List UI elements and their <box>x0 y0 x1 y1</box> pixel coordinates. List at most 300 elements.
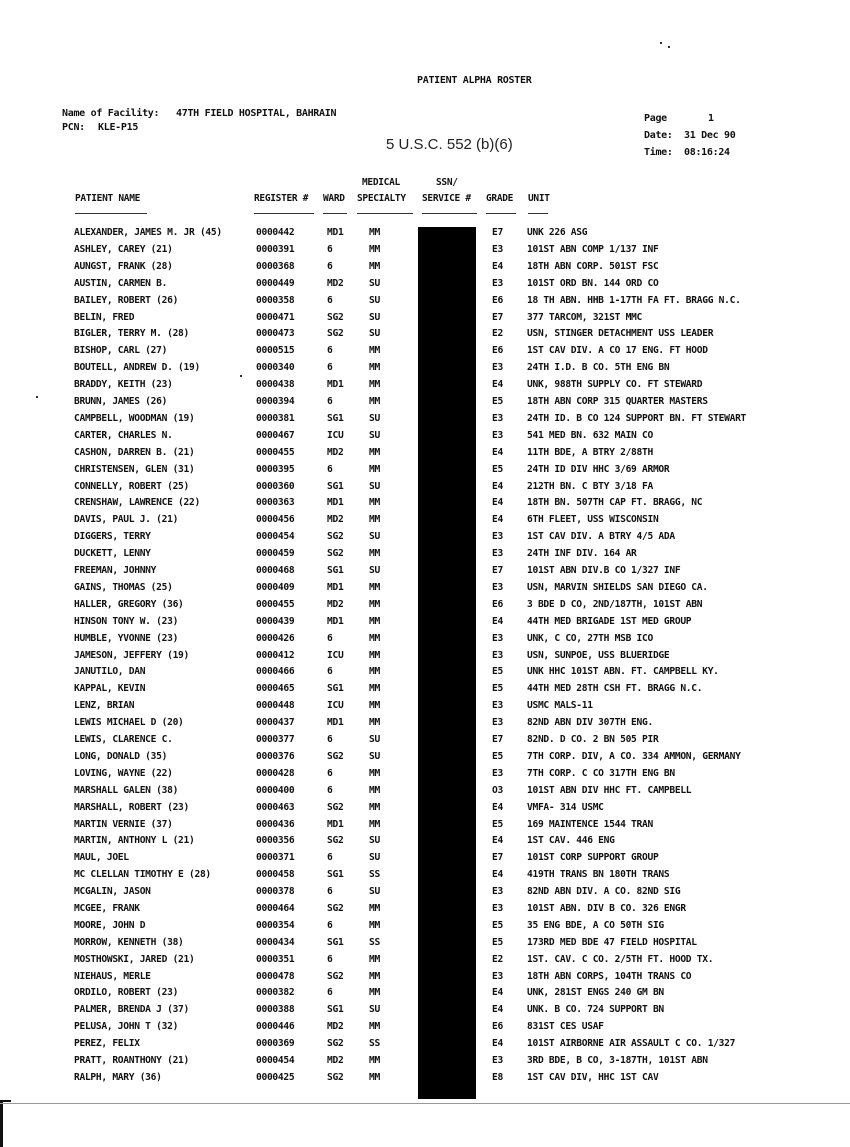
patient-name-cell: NIEHAUS, MERLE <box>74 971 151 982</box>
specialty-cell: SS <box>369 1038 380 1049</box>
register-cell: 0000471 <box>256 312 295 323</box>
patient-name-cell: MAUL, JOEL <box>74 852 129 863</box>
register-cell: 0000340 <box>256 362 295 373</box>
specialty-cell: MM <box>369 1021 380 1032</box>
underline-unit <box>528 213 548 214</box>
col-medical-top: MEDICAL <box>362 177 400 188</box>
grade-cell: E3 <box>492 903 503 914</box>
register-cell: 0000464 <box>256 903 295 914</box>
register-cell: 0000466 <box>256 666 295 677</box>
grade-cell: E3 <box>492 362 503 373</box>
col-ssn-service: SERVICE # <box>422 193 471 204</box>
unit-cell: 1ST. CAV. C CO. 2/5TH FT. HOOD TX. <box>527 954 714 965</box>
register-cell: 0000437 <box>256 717 295 728</box>
patient-name-cell: BISHOP, CARL (27) <box>74 345 168 356</box>
ward-cell: SG2 <box>327 903 344 914</box>
specialty-cell: MM <box>369 582 380 593</box>
ward-cell: MD2 <box>327 447 344 458</box>
scan-speck <box>36 396 38 398</box>
specialty-cell: MM <box>369 650 380 661</box>
grade-cell: E4 <box>492 987 503 998</box>
ward-cell: MD1 <box>327 497 344 508</box>
ward-cell: SG1 <box>327 937 344 948</box>
specialty-cell: SU <box>369 734 380 745</box>
register-cell: 0000356 <box>256 835 295 846</box>
specialty-cell: MM <box>369 599 380 610</box>
grade-cell: E5 <box>492 920 503 931</box>
patient-name-cell: HALLER, GREGORY (36) <box>74 599 184 610</box>
register-cell: 0000454 <box>256 1055 295 1066</box>
unit-cell: 6TH FLEET, USS WISCONSIN <box>527 514 659 525</box>
ward-cell: ICU <box>327 700 344 711</box>
ward-cell: MD1 <box>327 717 344 728</box>
ward-cell: 6 <box>327 852 333 863</box>
col-ssn-top: SSN/ <box>436 177 458 188</box>
redaction-bar <box>418 227 476 1099</box>
register-cell: 0000438 <box>256 379 295 390</box>
unit-cell: 18 TH ABN. HHB 1-17TH FA FT. BRAGG N.C. <box>527 295 741 306</box>
ward-cell: 6 <box>327 464 333 475</box>
patient-name-cell: MCGALIN, JASON <box>74 886 151 897</box>
patient-name-cell: HUMBLE, YVONNE (23) <box>74 633 179 644</box>
grade-cell: E6 <box>492 1021 503 1032</box>
patient-name-cell: LEWIS, CLARENCE C. <box>74 734 173 745</box>
grade-cell: E4 <box>492 379 503 390</box>
unit-cell: 1ST CAV DIV, HHC 1ST CAV <box>527 1072 659 1083</box>
register-cell: 0000459 <box>256 548 295 559</box>
ward-cell: SG1 <box>327 413 344 424</box>
unit-cell: USMC MALS-11 <box>527 700 593 711</box>
grade-cell: E7 <box>492 312 503 323</box>
unit-cell: 18TH ABN CORP 315 QUARTER MASTERS <box>527 396 708 407</box>
specialty-cell: MM <box>369 768 380 779</box>
specialty-cell: SU <box>369 886 380 897</box>
patient-name-cell: CONNELLY, ROBERT (25) <box>74 481 189 492</box>
register-cell: 0000448 <box>256 700 295 711</box>
underline-register <box>254 213 314 214</box>
patient-name-cell: FREEMAN, JOHNNY <box>74 565 157 576</box>
grade-cell: E4 <box>492 497 503 508</box>
specialty-cell: SU <box>369 531 380 542</box>
col-register: REGISTER # <box>254 193 309 204</box>
unit-cell: USN, SUNPOE, USS BLUERIDGE <box>527 650 670 661</box>
register-cell: 0000455 <box>256 447 295 458</box>
ward-cell: 6 <box>327 920 333 931</box>
specialty-cell: MM <box>369 666 380 677</box>
register-cell: 0000478 <box>256 971 295 982</box>
register-cell: 0000412 <box>256 650 295 661</box>
date-value: 31 Dec 90 <box>684 130 736 141</box>
grade-cell: O3 <box>492 785 503 796</box>
specialty-cell: MM <box>369 616 380 627</box>
patient-name-cell: LEWIS MICHAEL D (20) <box>74 717 184 728</box>
grade-cell: E3 <box>492 430 503 441</box>
register-cell: 0000363 <box>256 497 295 508</box>
ward-cell: 6 <box>327 734 333 745</box>
grade-cell: E3 <box>492 700 503 711</box>
grade-cell: E5 <box>492 937 503 948</box>
specialty-cell: MM <box>369 464 380 475</box>
ward-cell: MD1 <box>327 227 344 238</box>
unit-cell: UNK 226 ASG <box>527 227 588 238</box>
grade-cell: E3 <box>492 650 503 661</box>
page-label: Page <box>644 113 667 124</box>
ward-cell: SG2 <box>327 548 344 559</box>
specialty-cell: MM <box>369 802 380 813</box>
grade-cell: E4 <box>492 835 503 846</box>
ward-cell: MD2 <box>327 599 344 610</box>
grade-cell: E4 <box>492 481 503 492</box>
register-cell: 0000425 <box>256 1072 295 1083</box>
unit-cell: USN, MARVIN SHIELDS SAN DIEGO CA. <box>527 582 708 593</box>
specialty-cell: SU <box>369 312 380 323</box>
register-cell: 0000388 <box>256 1004 295 1015</box>
unit-cell: 35 ENG BDE, A CO 50TH SIG <box>527 920 664 931</box>
grade-cell: E7 <box>492 227 503 238</box>
register-cell: 0000454 <box>256 531 295 542</box>
foia-exemption-stamp: 5 U.S.C. 552 (b)(6) <box>386 136 513 153</box>
unit-cell: 831ST CES USAF <box>527 1021 604 1032</box>
patient-name-cell: MARSHALL GALEN (38) <box>74 785 179 796</box>
scan-edge-mark <box>0 1100 11 1147</box>
patient-name-cell: MORROW, KENNETH (38) <box>74 937 184 948</box>
unit-cell: 101ST ABN COMP 1/137 INF <box>527 244 659 255</box>
patient-name-cell: DUCKETT, LENNY <box>74 548 151 559</box>
grade-cell: E8 <box>492 1072 503 1083</box>
ward-cell: MD1 <box>327 819 344 830</box>
specialty-cell: MM <box>369 683 380 694</box>
specialty-cell: SU <box>369 565 380 576</box>
specialty-cell: SU <box>369 751 380 762</box>
specialty-cell: MM <box>369 379 380 390</box>
patient-name-cell: MC CLELLAN TIMOTHY E (28) <box>74 869 211 880</box>
unit-cell: VMFA- 314 USMC <box>527 802 604 813</box>
specialty-cell: MM <box>369 497 380 508</box>
ward-cell: 6 <box>327 396 333 407</box>
register-cell: 0000371 <box>256 852 295 863</box>
register-cell: 0000360 <box>256 481 295 492</box>
unit-cell: 82ND. D CO. 2 BN 505 PIR <box>527 734 659 745</box>
register-cell: 0000377 <box>256 734 295 745</box>
register-cell: 0000378 <box>256 886 295 897</box>
unit-cell: 24TH I.D. B CO. 5TH ENG BN <box>527 362 670 373</box>
underline-specialty <box>357 213 413 214</box>
unit-cell: 82ND ABN DIV. A CO. 82ND SIG <box>527 886 681 897</box>
ward-cell: SG2 <box>327 1038 344 1049</box>
patient-name-cell: CARTER, CHARLES N. <box>74 430 173 441</box>
grade-cell: E4 <box>492 616 503 627</box>
unit-cell: 101ST AIRBORNE AIR ASSAULT C CO. 1/327 <box>527 1038 736 1049</box>
patient-name-cell: PEREZ, FELIX <box>74 1038 140 1049</box>
unit-cell: 377 TARCOM, 321ST MMC <box>527 312 642 323</box>
ward-cell: MD2 <box>327 1055 344 1066</box>
unit-cell: 101ST ABN. DIV B CO. 326 ENGR <box>527 903 686 914</box>
ward-cell: SG2 <box>327 835 344 846</box>
specialty-cell: SU <box>369 413 380 424</box>
unit-cell: 419TH TRANS BN 180TH TRANS <box>527 869 670 880</box>
ward-cell: 6 <box>327 362 333 373</box>
grade-cell: E3 <box>492 244 503 255</box>
grade-cell: E2 <box>492 328 503 339</box>
patient-name-cell: AUSTIN, CARMEN B. <box>74 278 168 289</box>
facility-value: 47TH FIELD HOSPITAL, BAHRAIN <box>176 108 337 119</box>
grade-cell: E6 <box>492 295 503 306</box>
grade-cell: E5 <box>492 751 503 762</box>
ward-cell: 6 <box>327 785 333 796</box>
register-cell: 0000456 <box>256 514 295 525</box>
ward-cell: 6 <box>327 345 333 356</box>
patient-name-cell: LENZ, BRIAN <box>74 700 135 711</box>
register-cell: 0000426 <box>256 633 295 644</box>
specialty-cell: MM <box>369 396 380 407</box>
grade-cell: E4 <box>492 1004 503 1015</box>
ward-cell: MD1 <box>327 379 344 390</box>
unit-cell: 212TH BN. C BTY 3/18 FA <box>527 481 653 492</box>
specialty-cell: MM <box>369 447 380 458</box>
unit-cell: 18TH BN. 507TH CAP FT. BRAGG, NC <box>527 497 703 508</box>
register-cell: 0000446 <box>256 1021 295 1032</box>
unit-cell: 101ST ABN DIV HHC FT. CAMPBELL <box>527 785 692 796</box>
register-cell: 0000368 <box>256 261 295 272</box>
patient-name-cell: AUNGST, FRANK (28) <box>74 261 173 272</box>
unit-cell: UNK, 988TH SUPPLY CO. FT STEWARD <box>527 379 703 390</box>
patient-name-cell: LOVING, WAYNE (22) <box>74 768 173 779</box>
grade-cell: E5 <box>492 396 503 407</box>
register-cell: 0000369 <box>256 1038 295 1049</box>
patient-name-cell: BIGLER, TERRY M. (28) <box>74 328 189 339</box>
col-unit: UNIT <box>528 193 550 204</box>
grade-cell: E4 <box>492 514 503 525</box>
facility-label: Name of Facility: <box>62 108 160 119</box>
report-title: PATIENT ALPHA ROSTER <box>417 75 532 86</box>
grade-cell: E4 <box>492 802 503 813</box>
unit-cell: 101ST ABN DIV.B CO 1/327 INF <box>527 565 681 576</box>
ward-cell: 6 <box>327 244 333 255</box>
pcn-value: KLE-P15 <box>98 122 139 133</box>
grade-cell: E4 <box>492 261 503 272</box>
patient-name-cell: JANUTILO, DAN <box>74 666 146 677</box>
specialty-cell: SS <box>369 937 380 948</box>
patient-name-cell: ASHLEY, CAREY (21) <box>74 244 173 255</box>
ward-cell: SG2 <box>327 1072 344 1083</box>
patient-name-cell: GAINS, THOMAS (25) <box>74 582 173 593</box>
grade-cell: E7 <box>492 734 503 745</box>
specialty-cell: MM <box>369 971 380 982</box>
patient-name-cell: MOORE, JOHN D <box>74 920 146 931</box>
register-cell: 0000515 <box>256 345 295 356</box>
grade-cell: E3 <box>492 278 503 289</box>
specialty-cell: SU <box>369 328 380 339</box>
patient-name-cell: BRADDY, KEITH (23) <box>74 379 173 390</box>
ward-cell: 6 <box>327 633 333 644</box>
underline-ssn <box>422 213 477 214</box>
patient-name-cell: KAPPAL, KEVIN <box>74 683 146 694</box>
grade-cell: E3 <box>492 531 503 542</box>
grade-cell: E7 <box>492 565 503 576</box>
unit-cell: UNK, C CO, 27TH MSB ICO <box>527 633 653 644</box>
register-cell: 0000436 <box>256 819 295 830</box>
unit-cell: 7TH CORP. DIV, A CO. 334 AMMON, GERMANY <box>527 751 741 762</box>
specialty-cell: MM <box>369 785 380 796</box>
grade-cell: E4 <box>492 1038 503 1049</box>
specialty-cell: SU <box>369 481 380 492</box>
patient-name-cell: CASHON, DARREN B. (21) <box>74 447 195 458</box>
register-cell: 0000381 <box>256 413 295 424</box>
grade-cell: E4 <box>492 447 503 458</box>
ward-cell: SG1 <box>327 869 344 880</box>
specialty-cell: MM <box>369 227 380 238</box>
patient-name-cell: DAVIS, PAUL J. (21) <box>74 514 179 525</box>
ward-cell: MD1 <box>327 616 344 627</box>
specialty-cell: SU <box>369 278 380 289</box>
ward-cell: ICU <box>327 430 344 441</box>
grade-cell: E3 <box>492 413 503 424</box>
register-cell: 0000376 <box>256 751 295 762</box>
specialty-cell: MM <box>369 345 380 356</box>
unit-cell: 18TH ABN CORP. 501ST FSC <box>527 261 659 272</box>
unit-cell: 101ST CORP SUPPORT GROUP <box>527 852 659 863</box>
time-value: 08:16:24 <box>684 147 730 158</box>
patient-name-cell: DIGGERS, TERRY <box>74 531 151 542</box>
underline-name <box>75 213 147 214</box>
specialty-cell: MM <box>369 1072 380 1083</box>
unit-cell: 11TH BDE, A BTRY 2/88TH <box>527 447 653 458</box>
register-cell: 0000351 <box>256 954 295 965</box>
ward-cell: SG1 <box>327 683 344 694</box>
col-grade: GRADE <box>486 193 514 204</box>
unit-cell: UNK. B CO. 724 SUPPORT BN <box>527 1004 664 1015</box>
register-cell: 0000465 <box>256 683 295 694</box>
patient-name-cell: BELIN, FRED <box>74 312 135 323</box>
unit-cell: 82ND ABN DIV 307TH ENG. <box>527 717 653 728</box>
patient-name-cell: PALMER, BRENDA J (37) <box>74 1004 189 1015</box>
patient-name-cell: BRUNN, JAMES (26) <box>74 396 168 407</box>
specialty-cell: MM <box>369 954 380 965</box>
unit-cell: 7TH CORP. C CO 317TH ENG BN <box>527 768 675 779</box>
unit-cell: 44TH MED BRIGADE 1ST MED GROUP <box>527 616 692 627</box>
grade-cell: E3 <box>492 886 503 897</box>
patient-name-cell: MARSHALL, ROBERT (23) <box>74 802 189 813</box>
underline-ward <box>323 213 347 214</box>
patient-name-cell: CAMPBELL, WOODMAN (19) <box>74 413 195 424</box>
patient-name-cell: JAMESON, JEFFERY (19) <box>74 650 189 661</box>
grade-cell: E3 <box>492 633 503 644</box>
grade-cell: E6 <box>492 345 503 356</box>
unit-cell: USN, STINGER DETACHMENT USS LEADER <box>527 328 714 339</box>
scan-fold-line <box>0 1103 850 1104</box>
scan-speck <box>660 42 662 44</box>
unit-cell: UNK HHC 101ST ABN. FT. CAMPBELL KY. <box>527 666 719 677</box>
ward-cell: 6 <box>327 987 333 998</box>
ward-cell: 6 <box>327 768 333 779</box>
ward-cell: SG2 <box>327 802 344 813</box>
unit-cell: 101ST ORD BN. 144 ORD CO <box>527 278 659 289</box>
ward-cell: SG2 <box>327 531 344 542</box>
scan-speck <box>240 375 242 377</box>
register-cell: 0000391 <box>256 244 295 255</box>
register-cell: 0000394 <box>256 396 295 407</box>
specialty-cell: SU <box>369 295 380 306</box>
patient-name-cell: BAILEY, ROBERT (26) <box>74 295 179 306</box>
patient-name-cell: MARTIN, ANTHONY L (21) <box>74 835 195 846</box>
ward-cell: MD1 <box>327 582 344 593</box>
grade-cell: E5 <box>492 666 503 677</box>
grade-cell: E2 <box>492 954 503 965</box>
register-cell: 0000400 <box>256 785 295 796</box>
col-patient-name: PATIENT NAME <box>75 193 141 204</box>
register-cell: 0000395 <box>256 464 295 475</box>
ward-cell: SG1 <box>327 481 344 492</box>
register-cell: 0000458 <box>256 869 295 880</box>
specialty-cell: MM <box>369 244 380 255</box>
patient-name-cell: CRENSHAW, LAWRENCE (22) <box>74 497 200 508</box>
unit-cell: 541 MED BN. 632 MAIN CO <box>527 430 653 441</box>
unit-cell: 3RD BDE, B CO, 3-187TH, 101ST ABN <box>527 1055 708 1066</box>
unit-cell: UNK, 281ST ENGS 240 GM BN <box>527 987 664 998</box>
ward-cell: ICU <box>327 650 344 661</box>
ward-cell: SG2 <box>327 312 344 323</box>
ward-cell: SG2 <box>327 751 344 762</box>
ward-cell: SG1 <box>327 1004 344 1015</box>
time-label: Time: <box>644 147 673 158</box>
register-cell: 0000467 <box>256 430 295 441</box>
specialty-cell: SS <box>369 869 380 880</box>
specialty-cell: MM <box>369 633 380 644</box>
grade-cell: E7 <box>492 852 503 863</box>
ward-cell: MD2 <box>327 278 344 289</box>
ward-cell: SG2 <box>327 971 344 982</box>
specialty-cell: SU <box>369 852 380 863</box>
col-ward: WARD <box>323 193 345 204</box>
ward-cell: 6 <box>327 295 333 306</box>
register-cell: 0000354 <box>256 920 295 931</box>
register-cell: 0000428 <box>256 768 295 779</box>
col-medical-specialty: SPECIALTY <box>357 193 406 204</box>
register-cell: 0000434 <box>256 937 295 948</box>
patient-name-cell: LONG, DONALD (35) <box>74 751 168 762</box>
unit-cell: 24TH INF DIV. 164 AR <box>527 548 637 559</box>
specialty-cell: MM <box>369 717 380 728</box>
specialty-cell: SU <box>369 430 380 441</box>
grade-cell: E3 <box>492 717 503 728</box>
patient-name-cell: HINSON TONY W. (23) <box>74 616 179 627</box>
unit-cell: 169 MAINTENCE 1544 TRAN <box>527 819 653 830</box>
patient-name-cell: RALPH, MARY (36) <box>74 1072 162 1083</box>
grade-cell: E5 <box>492 819 503 830</box>
specialty-cell: MM <box>369 514 380 525</box>
register-cell: 0000449 <box>256 278 295 289</box>
scan-speck <box>668 46 670 48</box>
register-cell: 0000358 <box>256 295 295 306</box>
specialty-cell: MM <box>369 1055 380 1066</box>
grade-cell: E3 <box>492 971 503 982</box>
specialty-cell: MM <box>369 548 380 559</box>
ward-cell: SG2 <box>327 328 344 339</box>
patient-name-cell: ORDILO, ROBERT (23) <box>74 987 179 998</box>
unit-cell: 1ST CAV DIV. A CO 17 ENG. FT HOOD <box>527 345 708 356</box>
grade-cell: E5 <box>492 683 503 694</box>
ward-cell: 6 <box>327 954 333 965</box>
specialty-cell: SU <box>369 1004 380 1015</box>
specialty-cell: SU <box>369 835 380 846</box>
register-cell: 0000439 <box>256 616 295 627</box>
specialty-cell: MM <box>369 700 380 711</box>
patient-name-cell: MCGEE, FRANK <box>74 903 140 914</box>
grade-cell: E4 <box>492 869 503 880</box>
unit-cell: 1ST CAV. 446 ENG <box>527 835 615 846</box>
register-cell: 0000409 <box>256 582 295 593</box>
underline-grade <box>486 213 516 214</box>
